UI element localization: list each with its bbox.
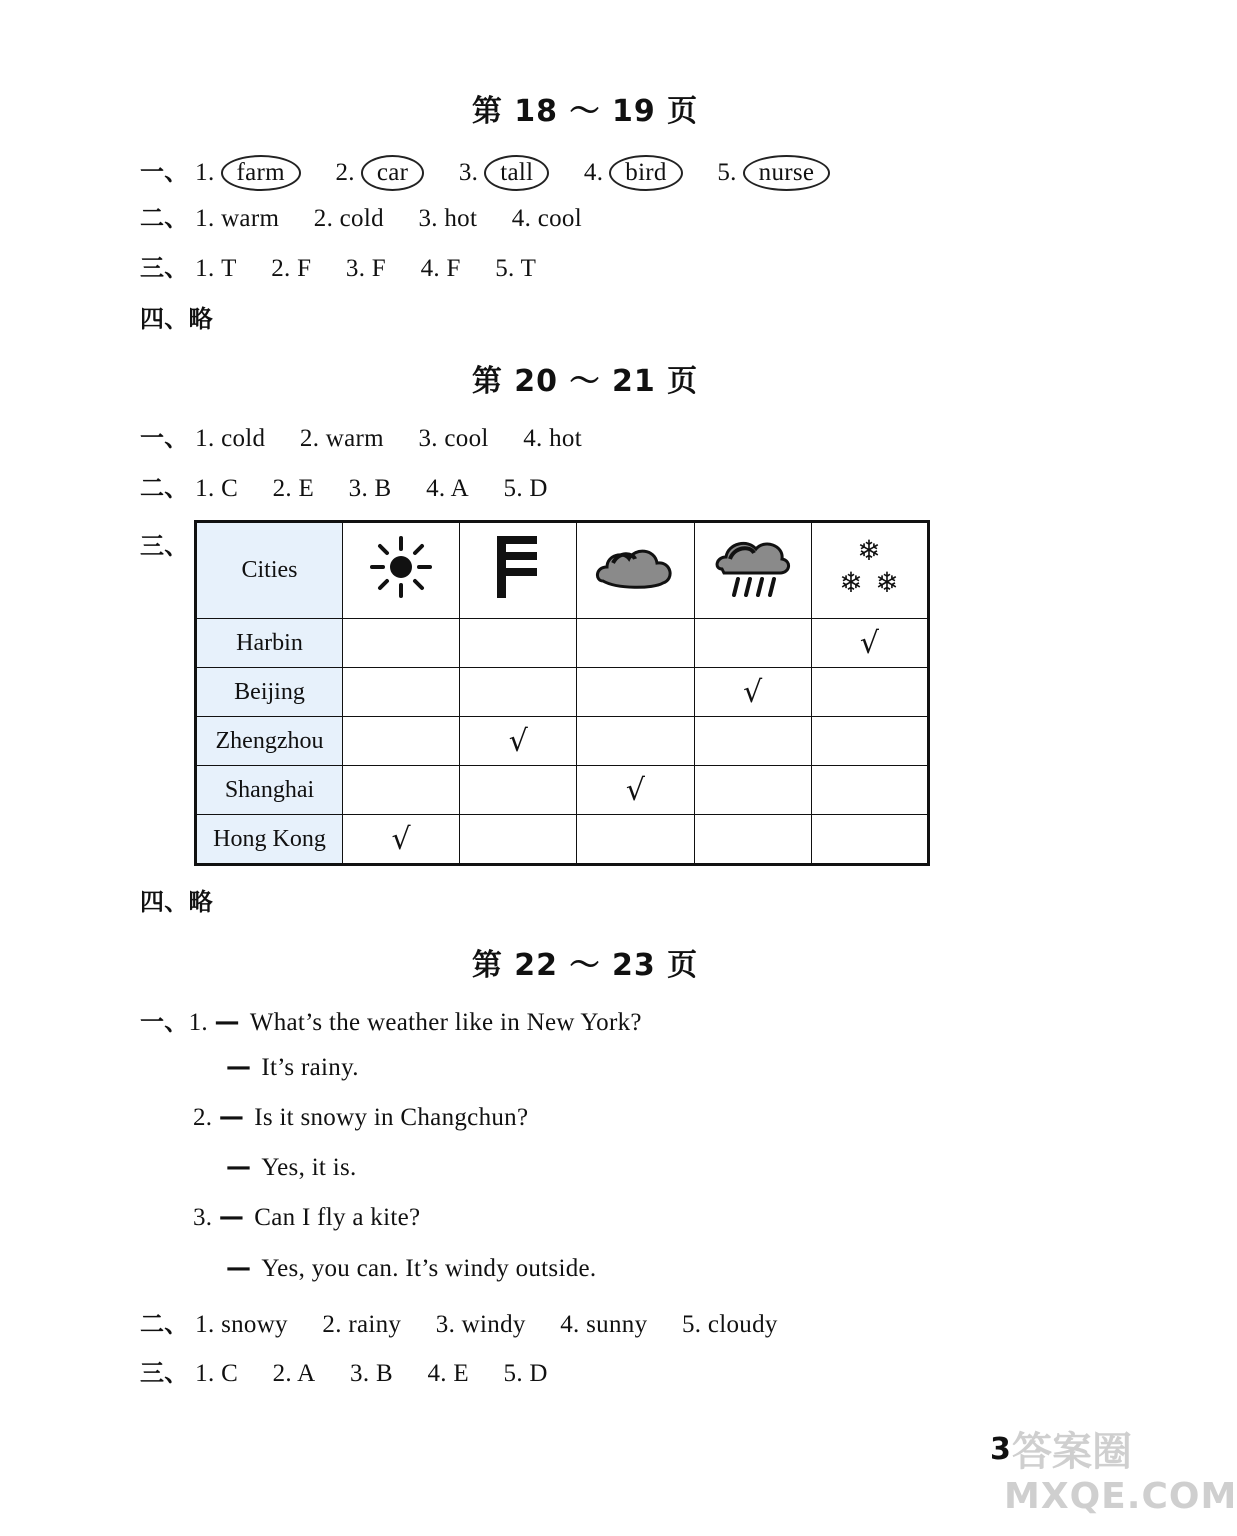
dialogue-num: 1.	[188, 1009, 208, 1036]
answer-item: 4. bird	[584, 159, 683, 186]
answer-item: 3. B	[350, 1360, 393, 1387]
weather-cell	[694, 717, 811, 766]
weather-cell	[577, 766, 694, 815]
answer-item: 3. windy	[435, 1311, 526, 1338]
weather-table	[194, 520, 930, 866]
s2-q4	[140, 882, 213, 917]
answer-item: 2. A	[272, 1360, 316, 1387]
q-label: 一、	[140, 424, 189, 452]
q-label: 二、	[140, 1310, 189, 1338]
snowy-icon	[811, 522, 928, 619]
check-mark: √	[508, 723, 528, 759]
table-row	[196, 766, 929, 815]
svg-text:❄: ❄	[839, 566, 864, 599]
table-row	[196, 668, 929, 717]
circled-answer: bird	[609, 155, 682, 191]
answer-item: 2. F	[271, 255, 312, 282]
q-label: 三、	[140, 254, 189, 282]
s3-q1-d2-b	[226, 1152, 357, 1182]
answer-item: 1. C	[195, 1360, 239, 1387]
city-name: Beijing	[196, 668, 343, 717]
s3-q3	[140, 1353, 576, 1388]
section-title-18-19: 第 18 ～ 19 页	[471, 94, 699, 129]
s2-q1	[140, 418, 610, 453]
weather-cell	[577, 619, 694, 668]
dash: —	[214, 1007, 240, 1036]
table-row	[196, 619, 929, 668]
answer-item: 2. cold	[313, 205, 384, 232]
watermark-url: MXQE.COM	[1004, 1476, 1237, 1517]
weather-cell	[343, 766, 460, 815]
circled-answer: farm	[221, 155, 301, 191]
answer-item: 5. D	[503, 475, 548, 502]
svg-text:❄: ❄	[857, 534, 882, 567]
weather-cell	[577, 717, 694, 766]
answer-item: 1. T	[195, 255, 237, 282]
cloudy-icon	[577, 522, 694, 619]
dialogue-line: Yes, you can. It’s windy outside.	[261, 1255, 597, 1282]
table-row	[196, 717, 929, 766]
answer-item: 4. E	[427, 1360, 469, 1387]
section-title-22-23: 第 22 ～ 23 页	[471, 948, 699, 983]
weather-cell	[343, 668, 460, 717]
weather-cell	[811, 815, 928, 865]
city-name: Harbin	[196, 619, 343, 668]
q-label: 四、	[140, 305, 189, 333]
dash: —	[226, 1152, 252, 1181]
s3-q2	[140, 1304, 806, 1339]
page-number: 3	[990, 1432, 1011, 1467]
weather-cell	[460, 766, 577, 815]
answer-item: 5. nurse	[717, 159, 830, 186]
weather-cell	[343, 717, 460, 766]
weather-cell	[460, 717, 577, 766]
answer-item: 5. cloudy	[681, 1311, 778, 1338]
q-answer: 略	[188, 305, 213, 333]
dialogue-num: 2.	[193, 1104, 213, 1131]
s1-q2	[140, 198, 610, 233]
dialogue-line: Can I fly a kite?	[254, 1204, 421, 1231]
cities-header: Cities	[196, 522, 343, 619]
dialogue-line: It’s rainy.	[261, 1054, 359, 1081]
q-label: 四、	[140, 888, 189, 916]
circled-answer: tall	[484, 155, 549, 191]
answer-item: 5. T	[495, 255, 537, 282]
answer-item: 4. sunny	[560, 1311, 648, 1338]
weather-cell	[343, 619, 460, 668]
answer-item: 2. warm	[299, 425, 384, 452]
dash: —	[226, 1052, 252, 1081]
section-title-20-21: 第 20 ～ 21 页	[471, 364, 699, 399]
s3-q1-d1-a	[140, 1002, 642, 1037]
answer-item: 3. cool	[418, 425, 489, 452]
circled-answer: car	[361, 155, 424, 191]
q-label: 一、	[140, 158, 189, 186]
answer-item: 4. cool	[511, 205, 582, 232]
q-label: 二、	[140, 474, 189, 502]
weather-cell	[460, 815, 577, 865]
svg-text:❄: ❄	[875, 566, 900, 599]
q-label: 二、	[140, 204, 189, 232]
check-mark: √	[859, 625, 879, 661]
weather-cell	[343, 815, 460, 865]
answer-item: 3. tall	[459, 159, 550, 186]
check-mark: √	[391, 821, 411, 857]
dialogue-line: What’s the weather like in New York?	[249, 1009, 642, 1036]
check-mark: √	[625, 772, 646, 808]
s1-q3	[140, 248, 564, 283]
weather-cell	[694, 766, 811, 815]
dialogue-num: 3.	[193, 1204, 213, 1231]
check-mark: √	[743, 674, 763, 710]
dialogue-line: Is it snowy in Changchun?	[254, 1104, 529, 1131]
weather-cell	[694, 815, 811, 865]
q-label: 一、	[140, 1008, 189, 1036]
weather-cell	[811, 717, 928, 766]
circled-answer: nurse	[743, 155, 831, 191]
s3-q1-d3-a	[193, 1202, 420, 1232]
answer-item: 2. E	[272, 475, 315, 502]
weather-cell	[811, 619, 928, 668]
city-name: Zhengzhou	[196, 717, 343, 766]
answer-item: 1. farm	[195, 159, 301, 186]
weather-cell	[577, 815, 694, 865]
answer-item: 4. F	[420, 255, 461, 282]
q-label: 三、	[140, 1359, 189, 1387]
answer-item: 2. car	[336, 159, 425, 186]
city-name: Shanghai	[196, 766, 343, 815]
weather-cell	[811, 766, 928, 815]
table-row	[196, 815, 929, 865]
weather-cell	[460, 668, 577, 717]
dash: —	[218, 1102, 245, 1131]
answer-item: 5. D	[503, 1360, 548, 1387]
s3-q1-d1-b	[226, 1052, 359, 1082]
answer-item: 4. hot	[523, 425, 582, 452]
weather-cell	[694, 668, 811, 717]
dialogue-line: Yes, it is.	[261, 1154, 357, 1181]
answer-item: 1. C	[195, 475, 239, 502]
s1-q1	[140, 152, 858, 191]
answer-item: 1. snowy	[195, 1311, 288, 1338]
sunny-icon	[343, 522, 460, 619]
answer-item: 2. rainy	[322, 1311, 402, 1338]
weather-cell	[460, 619, 577, 668]
answer-item: 3. hot	[418, 205, 478, 232]
rainy-icon	[694, 522, 811, 619]
answer-item: 1. cold	[195, 425, 266, 452]
s3-q1-d2-a	[193, 1102, 528, 1132]
s3-q1-d3-b	[226, 1253, 596, 1283]
weather-cell	[577, 668, 694, 717]
windy-icon	[460, 522, 577, 619]
answer-item: 3. F	[345, 255, 386, 282]
weather-cell	[694, 619, 811, 668]
answer-item: 1. warm	[195, 205, 280, 232]
q-answer: 略	[188, 888, 213, 916]
answer-item: 3. B	[348, 475, 392, 502]
dash: —	[226, 1253, 252, 1282]
answer-item: 4. A	[426, 475, 469, 502]
table-header-row	[196, 522, 929, 619]
s2-q2	[140, 468, 576, 503]
city-name: Hong Kong	[196, 815, 343, 865]
watermark-logo: 答案圈	[1012, 1429, 1132, 1475]
s2-q3-label: 三、	[140, 532, 189, 560]
s1-q4	[140, 299, 213, 334]
dash: —	[218, 1202, 245, 1231]
weather-cell	[811, 668, 928, 717]
